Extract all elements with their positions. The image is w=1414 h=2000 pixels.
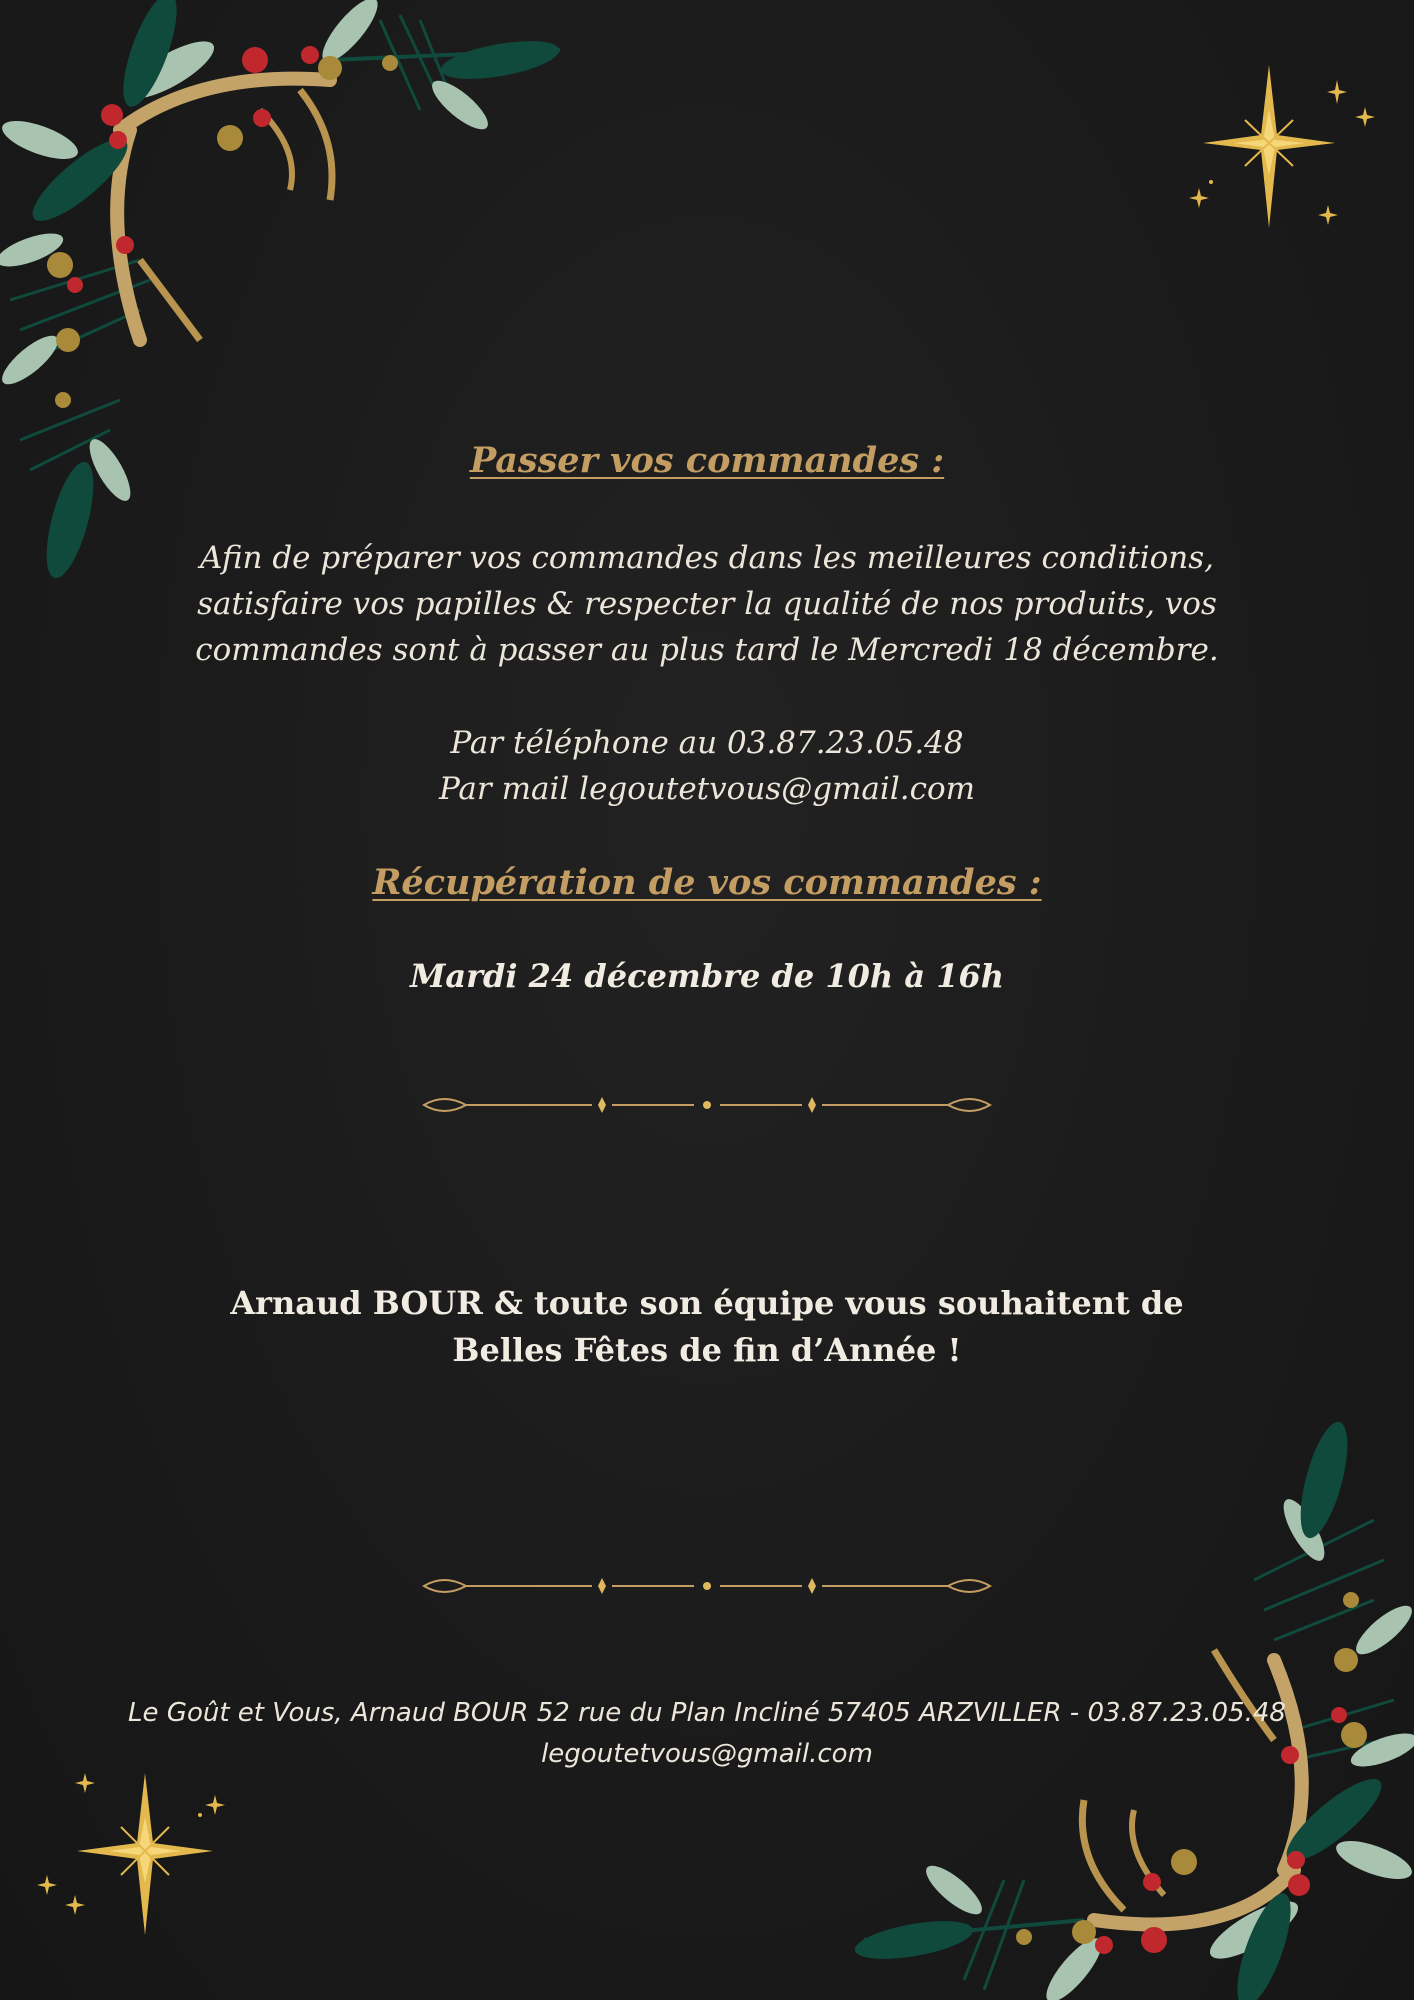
gold-star-top-right <box>1185 60 1385 240</box>
order-heading: Passer vos commandes : <box>469 440 945 481</box>
order-phone: Par téléphone au 03.87.23.05.48 <box>450 725 964 761</box>
holly-garland-top-left <box>0 0 580 600</box>
footer-address: Le Goût et Vous, Arnaud BOUR 52 rue du Plan Incliné 57405 ARZVILLER - 03.87.23.05.48 <box>128 1698 1286 1728</box>
order-mail: Par mail legoutetvous@gmail.com <box>438 771 976 807</box>
order-intro-line: commandes sont à passer au plus tard le Mercredi 18 décembre. <box>195 632 1219 668</box>
order-intro-line: satisfaire vos papilles & respecter la qualité de nos produits, vos <box>197 586 1217 622</box>
greetings-line: Belles Fêtes de fin d’Année ! <box>452 1331 962 1369</box>
ornamental-divider <box>422 1574 992 1598</box>
order-intro <box>0 535 1414 673</box>
order-contact <box>0 720 1414 812</box>
footer-contact <box>0 1693 1414 1775</box>
order-intro-line: Afin de préparer vos commandes dans les meilleures conditions, <box>199 540 1215 576</box>
footer-email: legoutetvous@gmail.com <box>541 1739 873 1769</box>
pickup-heading: Récupération de vos commandes : <box>372 862 1042 903</box>
pickup-date: Mardi 24 décembre de 10h à 16h <box>409 957 1004 995</box>
gold-star-bottom-left <box>35 1765 235 1945</box>
ornamental-divider <box>422 1093 992 1117</box>
greetings-line: Arnaud BOUR & toute son équipe vous souhaitent de <box>230 1284 1184 1322</box>
season-greetings <box>0 1280 1414 1374</box>
